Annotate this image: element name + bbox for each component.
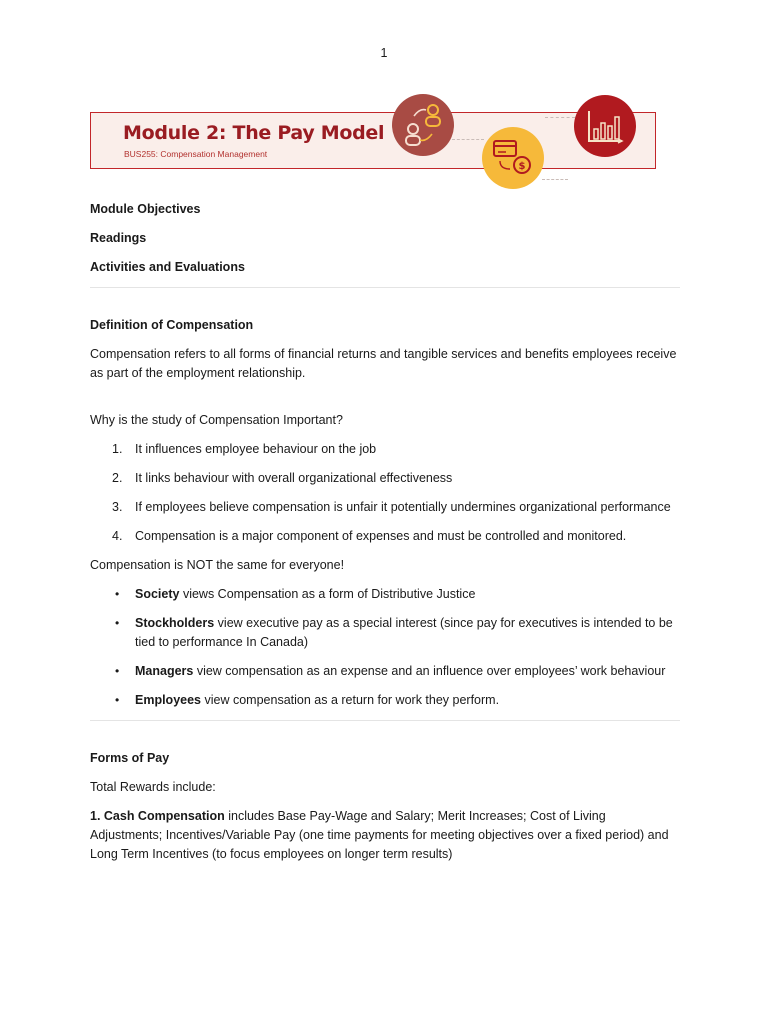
list-item-text: If employees believe compensation is unfair it potentially undermines organizational performance bbox=[135, 500, 671, 514]
link-readings[interactable]: Readings bbox=[90, 231, 147, 245]
document-body bbox=[90, 200, 680, 874]
view-text: view compensation as a return for work they perform. bbox=[201, 693, 500, 707]
bar-chart-icon bbox=[574, 95, 636, 157]
divider bbox=[90, 287, 680, 288]
divider bbox=[90, 720, 680, 721]
cash-compensation-paragraph bbox=[90, 807, 680, 864]
list-item bbox=[90, 440, 680, 459]
page-number: 1 bbox=[380, 46, 388, 60]
banner-connector bbox=[542, 179, 568, 180]
bullet-icon: • bbox=[115, 616, 120, 630]
importance-question: Why is the study of Compensation Important? bbox=[90, 413, 343, 427]
banner-subtitle: BUS255: Compensation Management bbox=[124, 149, 268, 159]
list-item bbox=[90, 662, 680, 681]
list-item bbox=[90, 527, 680, 546]
forms-heading: Forms of Pay bbox=[90, 751, 170, 765]
definition-heading: Definition of Compensation bbox=[90, 318, 254, 332]
bullet-icon: • bbox=[115, 587, 120, 601]
list-item-text: It influences employee behaviour on the job bbox=[135, 442, 377, 456]
banner-connector bbox=[545, 117, 575, 118]
people-exchange-icon bbox=[392, 94, 454, 156]
view-text: view compensation as an expense and an influence over employees’ work behaviour bbox=[193, 664, 666, 678]
view-text: view executive pay as a special interest (since pay for executives is intended to be tied to performance In Canada) bbox=[135, 616, 673, 649]
payment-card-dollar-icon bbox=[482, 127, 544, 189]
link-activities-evaluations[interactable]: Activities and Evaluations bbox=[90, 260, 245, 274]
banner-title: Module 2: The Pay Model bbox=[123, 122, 385, 144]
list-item-text: Compensation is a major component of expenses and must be controlled and monitored. bbox=[135, 529, 627, 543]
list-item-text: It links behaviour with overall organizational effectiveness bbox=[135, 471, 453, 485]
view-text: views Compensation as a form of Distributive Justice bbox=[179, 587, 476, 601]
cash-text: includes Base Pay-Wage and Salary; Merit Increases; Cost of Living Adjustments; Incentives/Variable Pay (one time payments for meeting objectives over a fixed period) and Long Term Incentives (to focus employees on longer term results) bbox=[90, 809, 669, 861]
list-number: 3. bbox=[112, 500, 123, 514]
list-item bbox=[90, 469, 680, 488]
view-term: Managers bbox=[135, 664, 194, 678]
list-item bbox=[90, 614, 680, 652]
bullet-icon: • bbox=[115, 664, 120, 678]
definition-text: Compensation refers to all forms of financial returns and tangible services and benefits employees receive as part of the employment relationship. bbox=[90, 347, 677, 380]
list-number: 2. bbox=[112, 471, 123, 485]
list-item bbox=[90, 691, 680, 710]
svg-text:$: $ bbox=[518, 161, 526, 172]
module-banner bbox=[90, 93, 670, 193]
forms-intro: Total Rewards include: bbox=[90, 780, 216, 794]
not-same-statement: Compensation is NOT the same for everyone! bbox=[90, 558, 345, 572]
cash-term: 1. Cash Compensation bbox=[90, 809, 225, 823]
list-item bbox=[90, 498, 680, 517]
view-term: Society bbox=[135, 587, 180, 601]
view-term: Employees bbox=[135, 693, 202, 707]
bullet-icon: • bbox=[115, 693, 120, 707]
list-item bbox=[90, 585, 680, 604]
list-number: 4. bbox=[112, 529, 123, 543]
banner-connector bbox=[452, 139, 484, 140]
list-number: 1. bbox=[112, 442, 123, 456]
link-module-objectives[interactable]: Module Objectives bbox=[90, 202, 201, 216]
view-term: Stockholders bbox=[135, 616, 215, 630]
